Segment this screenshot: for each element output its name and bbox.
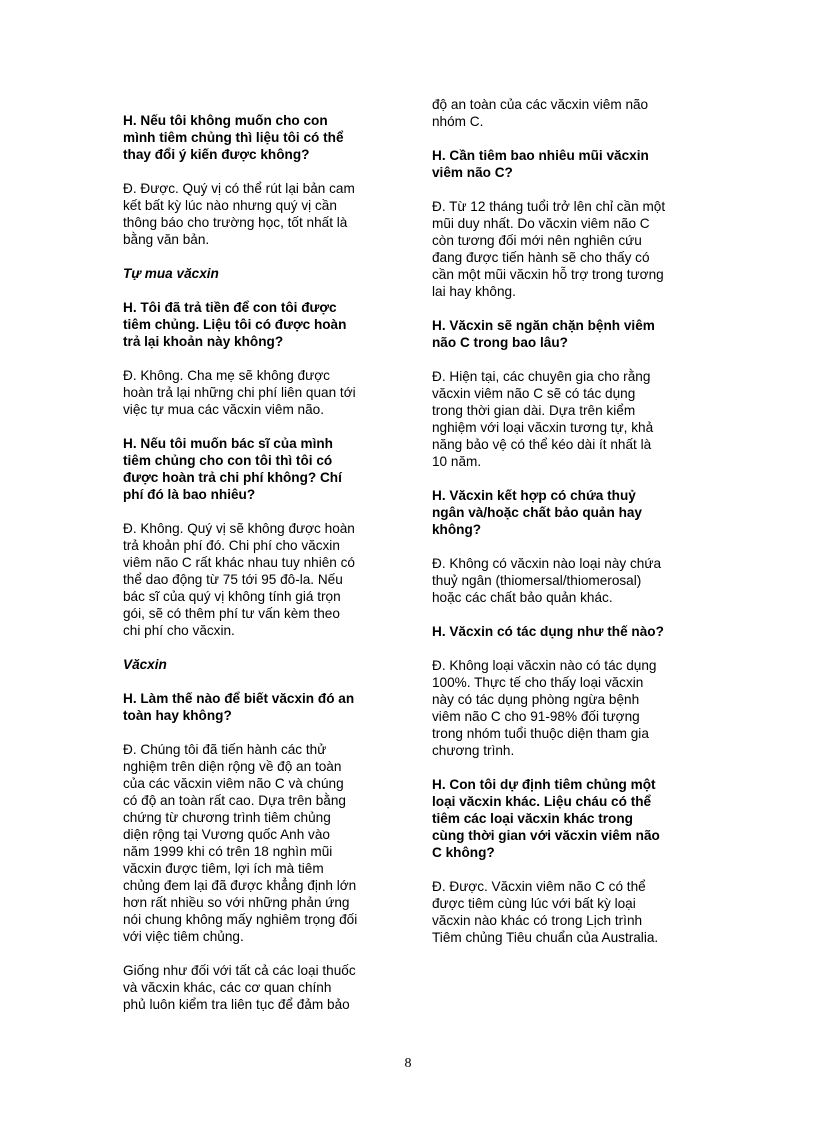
text-line: hoàn trả lại những chi phí liên quan tới: [123, 385, 356, 400]
text-line: còn tương đối mới nên nghiên cứu: [432, 233, 642, 248]
question-heading: [123, 690, 391, 724]
answer-paragraph: [432, 555, 700, 606]
text-line: hơn rất nhiều so với những phản ứng: [123, 895, 350, 910]
question-heading: [123, 299, 391, 350]
question-heading: [432, 776, 700, 861]
text-line: và văcxin khác, các cơ quan chính: [123, 980, 332, 995]
text-line: Đ. Được. Văcxin viêm não C có thể: [432, 879, 646, 894]
question-heading: [432, 317, 700, 351]
text-line: Đ. Không. Quý vị sẽ không được hoàn: [123, 521, 355, 536]
text-line: não C trong bao lâu?: [432, 335, 568, 350]
text-line: viêm não C?: [432, 165, 513, 180]
text-line: không?: [432, 522, 482, 537]
text-line: trả lại khoản này không?: [123, 334, 284, 349]
text-line: H. Văcxin có tác dụng như thế nào?: [432, 624, 664, 639]
section-heading: [123, 265, 391, 282]
text-line: H. Nếu tôi muốn bác sĩ của mình: [123, 436, 333, 451]
text-line: Đ. Từ 12 tháng tuổi trở lên chỉ cần một: [432, 199, 666, 214]
text-line: thể dao động từ 75 tới 95 đô-la. Nếu: [123, 572, 343, 587]
text-line: Đ. Hiện tại, các chuyên gia cho rằng: [432, 369, 651, 384]
text-line: Tự mua văcxin: [123, 266, 219, 281]
text-line: H. Văcxin kết hợp có chứa thuỷ: [432, 488, 636, 503]
text-line: H. Văcxin sẽ ngăn chặn bệnh viêm: [432, 318, 655, 333]
question-heading: [123, 112, 391, 163]
answer-paragraph: [432, 878, 700, 946]
text-line: trong nhóm tuổi thuộc diện tham gia: [432, 726, 649, 741]
text-line: trong thời gian dài. Dựa trên kiểm: [432, 403, 636, 418]
text-line: chủng đem lại đã được khẳng định lớn: [123, 878, 357, 893]
answer-paragraph: [123, 520, 391, 639]
text-line: viêm não C rất khác nhau tuy nhiên có: [123, 555, 355, 570]
text-line: 10 năm.: [432, 454, 482, 469]
text-line: Đ. Không có văcxin nào loại này chứa: [432, 556, 662, 571]
left-column: [123, 112, 391, 1030]
section-heading: [123, 656, 391, 673]
text-line: loại văcxin khác. Liệu cháu có thể: [432, 794, 652, 809]
answer-paragraph: [432, 198, 700, 300]
text-line: Tiêm chủng Tiêu chuẩn của Australia.: [432, 930, 659, 945]
text-line: thông báo cho trường học, tốt nhất là: [123, 215, 348, 230]
text-line: bằng văn bản.: [123, 232, 210, 247]
text-line: tiêm chủng cho con tôi thì tôi có: [123, 453, 333, 468]
text-line: gói, sẽ có thêm phí tư vấn kèm theo: [123, 606, 340, 621]
text-line: cùng thời gian với văcxin viêm não: [432, 828, 660, 843]
text-line: nghiệm với loại văcxin tương tự, khả: [432, 420, 654, 435]
text-line: bác sĩ của quý vị không tính giá trọn: [123, 589, 341, 604]
text-line: phí đó là bao nhiêu?: [123, 487, 256, 502]
text-line: mũi duy nhất. Do văcxin viêm não C: [432, 216, 650, 231]
text-line: được tiêm cùng lúc với bất kỳ loại: [432, 896, 636, 911]
text-line: việc tự mua các văcxin viêm não.: [123, 402, 324, 417]
text-line: độ an toàn của các văcxin viêm não: [432, 97, 649, 112]
text-line: mình tiêm chủng thì liệu tôi có thể: [123, 130, 344, 145]
text-line: toàn hay không?: [123, 708, 232, 723]
text-line: Đ. Chúng tôi đã tiến hành các thử: [123, 742, 327, 757]
answer-paragraph: [123, 962, 391, 1013]
text-line: chứng từ chương trình tiêm chủng: [123, 810, 331, 825]
text-line: viêm não C cho 91-98% đối tượng: [432, 709, 640, 724]
text-line: nghiệm trên diện rộng về độ an toàn: [123, 759, 342, 774]
text-line: thay đổi ý kiến được không?: [123, 147, 310, 162]
text-line: được hoàn trả chi phí không? Chí: [123, 470, 342, 485]
question-heading: [432, 487, 700, 538]
text-line: H. Cần tiêm bao nhiêu mũi văcxin: [432, 148, 649, 163]
text-line: tiêm các loại văcxin khác trong: [432, 811, 633, 826]
text-line: H. Nếu tôi không muốn cho con: [123, 113, 328, 128]
text-line: năm 1999 khi có trên 18 nghìn mũi: [123, 844, 333, 859]
text-line: nhóm C.: [432, 114, 484, 129]
answer-paragraph: [432, 96, 700, 130]
text-line: ngân và/hoặc chất bảo quản hay: [432, 505, 642, 520]
text-line: văcxin viêm não C sẽ có tác dụng: [432, 386, 636, 401]
text-line: chi phí cho văcxin.: [123, 623, 235, 638]
text-line: tiêm chủng. Liệu tôi có được hoàn: [123, 317, 347, 332]
text-line: C không?: [432, 845, 495, 860]
text-line: phủ luôn kiểm tra liên tục để đảm bảo: [123, 997, 350, 1012]
question-heading: [123, 435, 391, 503]
text-line: này có tác dụng phòng ngừa bệnh: [432, 692, 640, 707]
page-number: 8: [404, 1056, 412, 1071]
text-line: chương trình.: [432, 743, 515, 758]
text-line: H. Làm thế nào để biết văcxin đó an: [123, 691, 355, 706]
answer-paragraph: [432, 657, 700, 759]
text-line: nói chung không mấy nghiêm trọng đối: [123, 912, 358, 927]
text-line: đang được tiến hành sẽ cho thấy có: [432, 250, 650, 265]
text-line: văcxin được tiêm, lợi ích mà tiêm: [123, 861, 324, 876]
question-heading: [432, 623, 700, 640]
text-line: lai hay không.: [432, 284, 516, 299]
right-column: [432, 96, 700, 963]
text-line: năng bảo vệ có thể kéo dài ít nhất là: [432, 437, 652, 452]
text-line: Đ. Được. Quý vị có thể rút lại bản cam: [123, 181, 355, 196]
answer-paragraph: [432, 368, 700, 470]
text-line: H. Con tôi dự định tiêm chủng một: [432, 777, 656, 792]
answer-paragraph: [123, 367, 391, 418]
text-line: H. Tôi đã trả tiền để con tôi được: [123, 300, 337, 315]
answer-paragraph: [123, 180, 391, 248]
text-line: có độ an toàn rất cao. Dựa trên bằng: [123, 793, 346, 808]
text-line: của các văcxin viêm não C và chúng: [123, 776, 344, 791]
text-line: Đ. Không loại văcxin nào có tác dụng: [432, 658, 657, 673]
text-line: hoặc các chất bảo quản khác.: [432, 590, 613, 605]
text-line: Văcxin: [123, 657, 167, 672]
text-line: kết bất kỳ lúc nào nhưng quý vị cần: [123, 198, 337, 213]
text-line: Đ. Không. Cha mẹ sẽ không được: [123, 368, 330, 383]
question-heading: [432, 147, 700, 181]
text-line: trả khoản phí đó. Chi phí cho văcxin: [123, 538, 340, 553]
answer-paragraph: [123, 741, 391, 945]
text-line: 100%. Thực tế cho thấy loại văcxin: [432, 675, 644, 690]
text-line: cần một mũi văcxin hỗ trợ trong tương: [432, 267, 664, 282]
text-line: Giống như đối với tất cả các loại thuốc: [123, 963, 356, 978]
text-line: văcxin nào khác có trong Lịch trình: [432, 913, 643, 928]
text-line: với việc tiêm chủng.: [123, 929, 244, 944]
text-line: thuỷ ngân (thiomersal/thiomerosal): [432, 573, 642, 588]
text-line: diện rộng tại Vương quốc Anh vào: [123, 827, 330, 842]
